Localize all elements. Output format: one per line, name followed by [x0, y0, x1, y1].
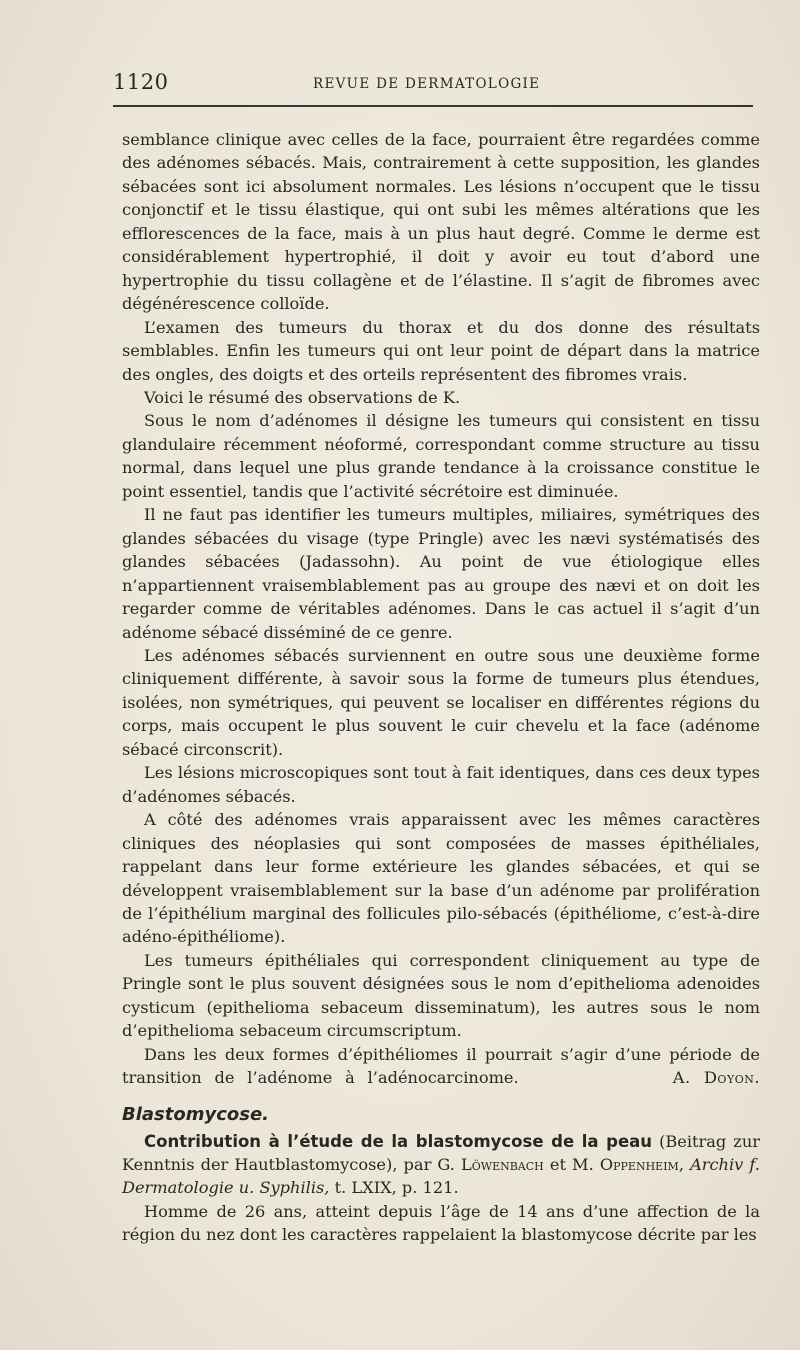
article-subtitle: (Beitrag zur Kenntnis der Hautblastomycose), par G.: [122, 1131, 760, 1175]
section-heading: Blastomycose.: [122, 1103, 270, 1125]
article-citation: [122, 1130, 760, 1200]
author-name: Oppenheim,: [599, 1155, 684, 1175]
journal-volume: t. LXIX, p. 121.: [334, 1178, 459, 1198]
page-number: 1120: [113, 70, 169, 94]
author-join: et M.: [549, 1155, 594, 1175]
author-signature: A. Doyon.: [672, 1068, 761, 1088]
paragraph-continued: semblance clinique avec celles de la face, pourraient être regardées comme des adénomes sébacés. Mais, contrairement à cette supposition, les glandes sébacées sont ici absolument normales. Les lésions n’occupent que le tissu conjonctif et le tissu élastique, qui ont subi les mêmes altérations que les efflorescences de la face, mais à un plus haut degré. Comme le derme est considérablement hypertrophié, il doit y avoir eu tout d’abord une hypertrophie du tissu collagène et de l’élastine. Il s’agit de fibromes avec dégénérescence colloïde.: [122, 130, 760, 314]
author-name: Löwenbach: [461, 1155, 544, 1175]
paragraph-with-signature: [122, 1043, 760, 1090]
paragraph: Voici le résumé des observations de K.: [144, 387, 461, 407]
paragraph: Les adénomes sébacés surviennent en outre sous une deuxième forme cliniquement différente, à savoir sous la forme de tumeurs plus étendues, isolées, non symétriques, qui peuvent se localiser en différentes régions du corps, mais occupent le plus souvent le cuir chevelu et la face (adénome sébacé circonscrit).: [122, 645, 760, 759]
paragraph: Les lésions microscopiques sont tout à fait identiques, dans ces deux types d’adénomes sébacés.: [122, 763, 760, 806]
paragraph: L’examen des tumeurs du thorax et du dos donne des résultats semblables. Enfin les tumeurs qui ont leur point de départ dans la matrice des ongles, des doigts et des orteils représentent des fibromes vrais.: [122, 317, 760, 384]
paragraph: Il ne faut pas identifier les tumeurs multiples, miliaires, symétriques des glandes sébacées du visage (type Pringle) avec les nævi systématisés des glandes sébacées (Jadassohn). Au point de vue étiologique elles n’appartiennent vraisemblablement pas au groupe des nævi et on doit les regarder comme de véritables adénomes. Dans le cas actuel il s’agit d’un adénome sébacé disséminé de ce genre.: [122, 505, 760, 642]
page-header: [113, 70, 753, 100]
running-title: REVUE DE DERMATOLOGIE: [313, 76, 541, 92]
article-title: Contribution à l’étude de la blastomycose de la peau: [144, 1131, 653, 1151]
paragraph: Les tumeurs épithéliales qui correspondent cliniquement au type de Pringle sont le plus souvent désignées sous le nom d’epithelioma adenoides cysticum (epithelioma sebaceum disseminatum), les autres sous le nom d’epithelioma sebaceum circumscriptum.: [122, 950, 760, 1041]
paragraph-text: Dans les deux formes d’épithéliomes il pourrait s’agir d’une période de transition de l’adénome à l’adénocarcinome.: [122, 1044, 760, 1088]
body-text: [122, 128, 760, 1247]
journal-name: Archiv f. Dermatologie u. Syphilis,: [122, 1155, 760, 1198]
paragraph: A côté des adénomes vrais apparaissent avec les mêmes caractères cliniques des néoplasies qui sont composées de masses épithéliales, rappelant dans leur forme extérieure les glandes sébacées, et qui se développent vraisemblablement sur la base d’un adénome par prolifération de l’épithélium marginal des follicules pilo-sébacés (épithéliome, c’est-à-dire adéno-épithéliome).: [122, 810, 760, 947]
header-rule: [113, 105, 753, 107]
paragraph: Sous le nom d’adénomes il désigne les tumeurs qui consistent en tissu glandulaire récemment néoformé, correspondant comme structure au tissu normal, dans lequel une plus grande tendance à la croissance constitue le point essentiel, tandis que l’activité sécrétoire est diminuée.: [122, 411, 760, 501]
paragraph: Homme de 26 ans, atteint depuis l’âge de 14 ans d’une affection de la région du nez dont les caractères rappelaient la blastomycose décrite par les: [122, 1201, 760, 1245]
